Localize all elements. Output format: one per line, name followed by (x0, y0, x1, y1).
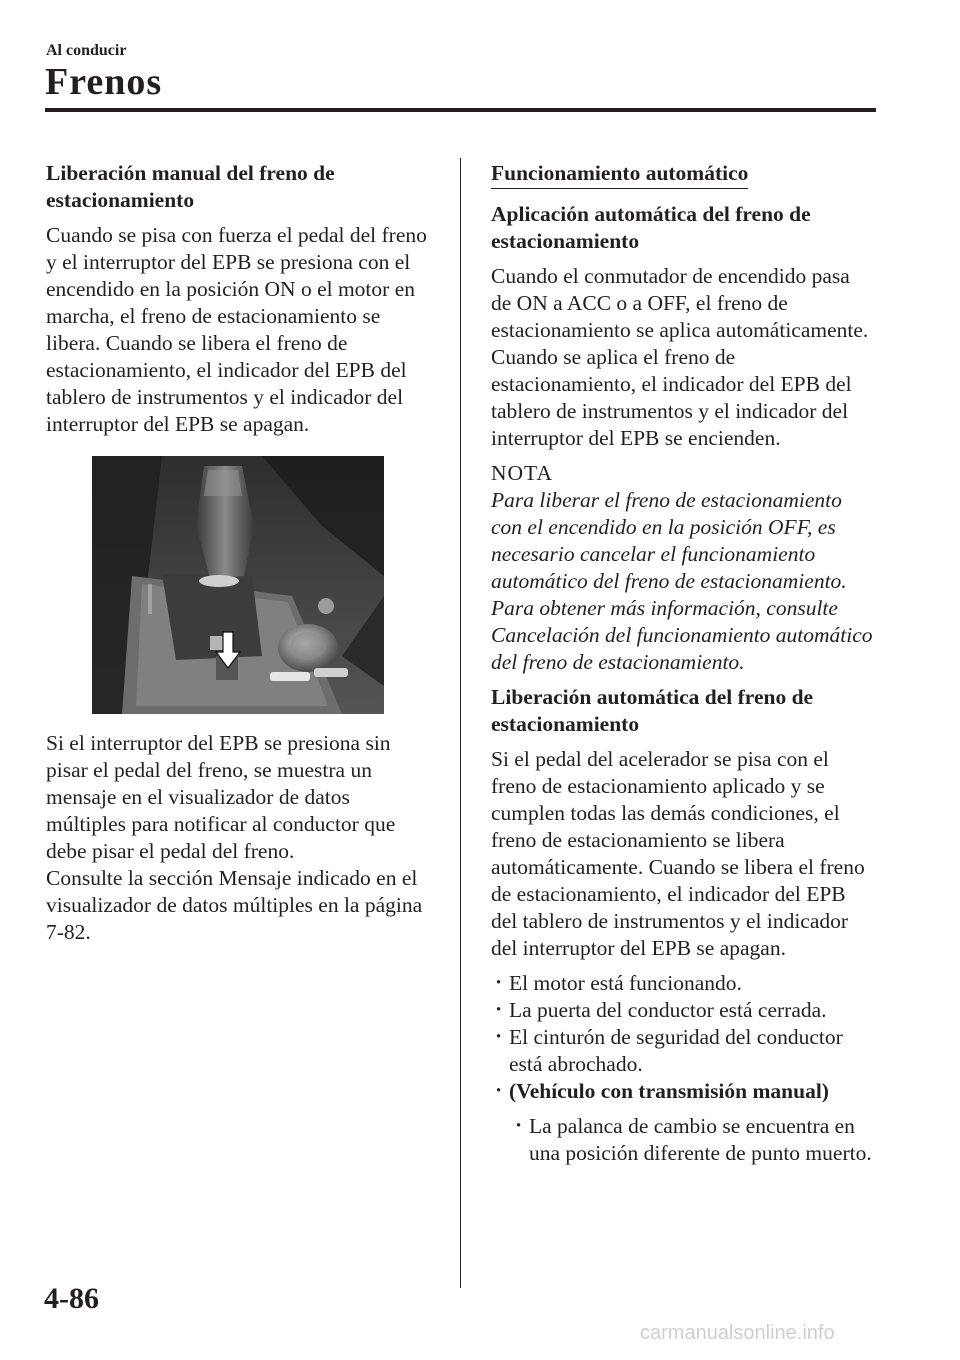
page-title: Frenos (45, 61, 163, 103)
list-item: · El cinturón de seguridad del conductor está abrochado. (491, 1024, 875, 1078)
list-item: · La palanca de cambio se encuentra en una posición diferente de punto muerto. (511, 1113, 875, 1167)
conditions-list (491, 970, 875, 1105)
watermark: carmanualsonline.info (640, 1322, 835, 1344)
note-text: Para liberar el freno de estacionamiento con el encendido en la posición OFF, es necesario cancelar el funcionamiento automático del freno de estacionamiento. Para obtener más información, consulte Cancelación del funcionamiento automático del freno de estacionamiento. (491, 488, 873, 674)
header-rule (45, 108, 876, 112)
automatic-application-paragraph: Cuando el conmutador de encendido pasa de ON a ACC o a OFF, el freno de estacionamiento se aplica automáticamente. Cuando se aplica el freno de estacionamiento, el indicador del EPB del tablero de instrumentos y el indicador del interruptor del EPB se encienden. (491, 264, 869, 450)
left-column (46, 160, 432, 946)
note-label: NOTA (491, 461, 553, 485)
manual-transmission-sublist (491, 1113, 875, 1167)
list-item: · El motor está funcionando. (491, 970, 875, 997)
page-number: 4-86 (44, 1282, 99, 1315)
list-item: · (Vehículo con transmisión manual) (491, 1078, 875, 1105)
automatic-application-heading: Aplicación automática del freno de estacionamiento (491, 202, 811, 253)
column-divider (460, 158, 461, 1288)
manual-release-paragraph: Cuando se pisa con fuerza el pedal del freno y el interruptor del EPB se presiona con el encendido en la posición ON o el motor en marcha, el freno de estacionamiento se libera. Cuando se libera el freno de estacionamiento, el indicador del EPB del tablero de instrumentos y el indicador del interruptor del EPB se apagan. (46, 223, 427, 436)
automatic-release-heading: Liberación automática del freno de estacionamiento (491, 685, 814, 736)
epb-switch-photo (92, 456, 384, 714)
automatic-release-paragraph: Si el pedal del acelerador se pisa con el freno de estacionamiento aplicado y se cumplen todas las demás condiciones, el freno de estacionamiento se libera automáticamente. Cuando se libera el freno de estacionamiento, el indicador del EPB del tablero de instrumentos y el indicador del interruptor del EPB se apagan. (491, 747, 865, 960)
epb-warning-paragraph: Si el interruptor del EPB se presiona sin pisar el pedal del freno, se muestra un mensaje en el visualizador de datos múltiples para notificar al conductor que debe pisar el pedal del freno. (46, 731, 396, 863)
list-item: · La puerta del conductor está cerrada. (491, 997, 875, 1024)
automatic-operation-heading: Funcionamiento automático (491, 160, 748, 189)
manual-release-heading: Liberación manual del freno de estacionamiento (46, 161, 335, 212)
right-column (491, 160, 875, 1167)
section-label: Al conducir (46, 42, 127, 59)
see-page-paragraph: Consulte la sección Mensaje indicado en el visualizador de datos múltiples en la página 7-82. (46, 866, 423, 944)
